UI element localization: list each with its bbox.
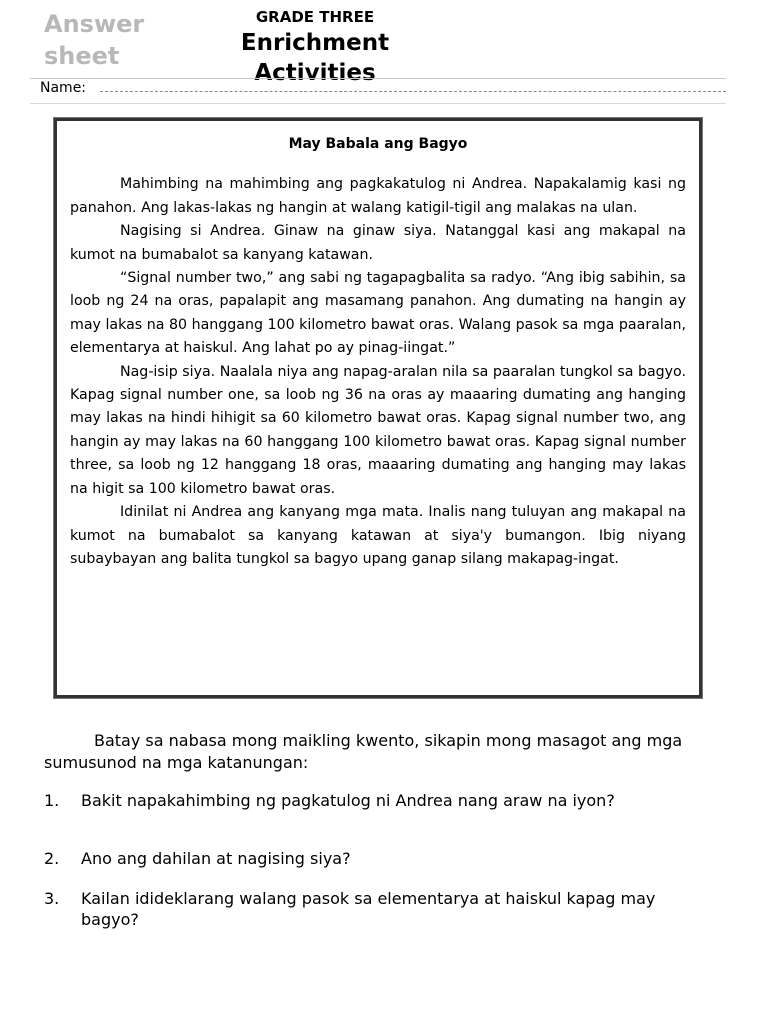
header-divider-bottom [30, 103, 726, 104]
title-line-1: Enrichment [240, 30, 390, 56]
name-blank-line[interactable] [100, 91, 726, 92]
question-text: Ano ang dahilan at nagising siya? [81, 849, 351, 868]
question-2 [44, 848, 684, 869]
instructions-text: Batay sa nabasa mong maikling kwento, sikapin mong masagot ang mga sumusunod na mga katanungan: [44, 731, 683, 772]
story-title: May Babala ang Bagyo [288, 136, 468, 152]
story-paragraph-5: Idinilat ni Andrea ang kanyang mga mata. Inalis nang tuluyan ang makapal na kumot na bumabalot sa kanyang katawan at siya'y bumangon. Ibig niyang subaybayan ang balita tungkol sa bagyo upang ganap silang makapag-ingat. [70, 504, 686, 567]
question-number: 2. [44, 849, 60, 868]
name-label: Name: [40, 80, 87, 96]
story-paragraph-2: Nagising si Andrea. Ginaw na ginaw siya. Natanggal kasi ang makapal na kumot na bumabalot sa kanyang katawan. [70, 223, 686, 263]
question-text: Bakit napakahimbing ng pagkatulog ni Andrea nang araw na iyon? [81, 791, 615, 810]
question-number: 1. [44, 791, 60, 810]
worksheet-header [0, 0, 768, 106]
answer-sheet-label: Answer sheet [44, 10, 145, 70]
story-box [54, 118, 702, 698]
story-paragraph-1: Mahimbing na mahimbing ang pagkakatulog ni Andrea. Napakalamig kasi ng panahon. Ang lakas-lakas ng hangin at walang katigil-tigil ang malakas na ulan. [70, 176, 686, 216]
worksheet-title [205, 28, 425, 88]
question-3 [44, 888, 684, 930]
title-line-2: Activities [254, 60, 376, 86]
story-paragraph-3: “Signal number two,” ang sabi ng tagapagbalita sa radyo. “Ang ibig sabihin, sa loob ng 24 na oras, papalapit ang masamang panahon. Ang dumating na hangin ay may lakas na 80 hanggang 100 kilometro bawat oras. Walang pasok sa mga paaralan, elementarya at haiskul. Ang lahat po ay pinag-iingat.” [70, 270, 686, 357]
question-number: 3. [44, 889, 60, 908]
question-text: Kailan idideklarang walang pasok sa elementarya at haiskul kapag may bagyo? [81, 889, 656, 929]
header-divider-top [30, 78, 726, 79]
story-paragraph-4: Nag-isip siya. Naalala niya ang napag-aralan nila sa paaralan tungkol sa bagyo. Kapag signal number one, sa loob ng 36 na oras ay maaaring dumating ang hanging may lakas na hindi hihigit sa 60 kilometro bawat oras. Kapag signal number two, ang hangin ay may lakas na 60 hanggang 100 kilometro bawat oras. Kapag signal number three, sa loob ng 12 hanggang 18 oras, maaaring dumating ang hanging may lakas na higit sa 100 kilometro bawat oras. [70, 363, 686, 497]
question-1 [44, 790, 684, 811]
grade-label: GRADE THREE [255, 8, 375, 26]
